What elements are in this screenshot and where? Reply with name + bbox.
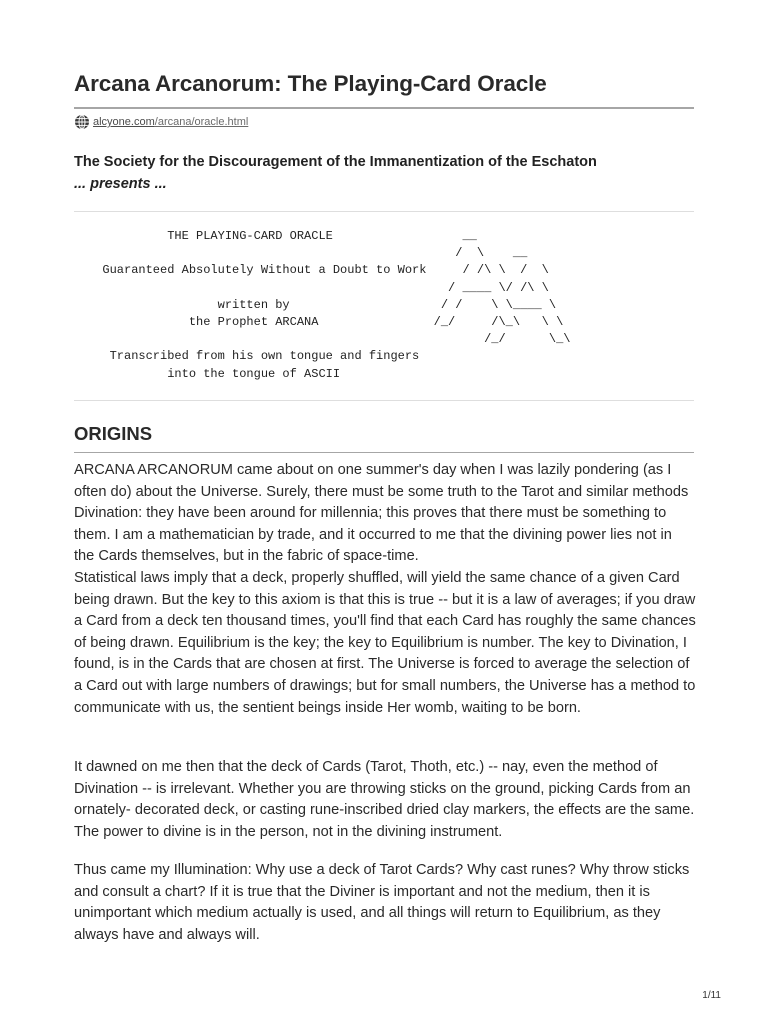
banner-top-divider [74,211,694,212]
source-link[interactable] [74,114,248,130]
ascii-banner: THE PLAYING-CARD ORACLE __ / \ __ Guaranteed Absolutely Without a Doubt to Work / /\ \ / \ / ____ \/ /\ \ written by / / \ \____ \ the Prophet ARCANA /_/ /\_\ \ \ /_/ \_\ Transcribed from his own tongue and fingers into the tongue of ASCII [102,229,571,381]
section-divider [74,452,694,453]
paragraph: Thus came my Illumination: Why use a deck of Tarot Cards? Why cast runes? Why throw sticks and consult a chart? If it is true that the Diviner is important and not the medium, then it is unimportant which medium actually is used, and all things will return to Equilibrium, as they always have and always will. [74,862,690,943]
title-divider [74,107,694,109]
page-number: 1/11 [702,990,721,1001]
paragraph: It dawned on me then that the deck of Cards (Tarot, Thoth, etc.) -- nay, even the method of Divination -- is irrelevant. Whether you are throwing sticks on the ground, picking Cards from an ornately- decorated deck, or casting rune-inscribed dried clay markers, the effects are the same. The power to divine is in the person, not in the divining instrument. [74,759,695,840]
society-line: The Society for the Discouragement of the Immanentization of the Eschaton [74,154,597,170]
paragraph: ARCANA ARCANORUM came about on one summer's day when I was lazily pondering (as I often do) about the Universe. Surely, there must be some truth to the Tarot and similar methods Divination: they have been around for millennia; this proves that there must be something to them. I am a mathematician by trade, and it occurred to me that the divining power lies not in the Cards themselves, but in the fabric of space-time. [74,462,689,565]
source-path[interactable]: /arcana/oracle.html [154,116,249,128]
section-heading-origins: ORIGINS [74,423,153,444]
source-domain[interactable]: alcyone.com [93,116,155,128]
globe-icon [74,114,90,130]
presents-line: ... presents ... [74,176,167,192]
paragraph: Statistical laws imply that a deck, properly shuffled, will yield the same chance of a given Card being drawn. But the key to this axiom is that this is true -- but it is a law of averages; if you draw a Card from a deck ten thousand times, you'll find that each Card has roughly the same chances of being drawn. Equilibrium is the key; the key to Equilibrium is number. The key to Divination, I found, is in the Cards that are chosen at first. The Universe is forced to average the selection of a Card out with large numbers of drawings; but for small numbers, the Universe has a method to communicate with us, the sentient beings inside Her womb, waiting to be born. [74,570,696,716]
page-title: Arcana Arcanorum: The Playing-Card Oracle [74,71,547,96]
banner-bottom-divider [74,400,694,401]
